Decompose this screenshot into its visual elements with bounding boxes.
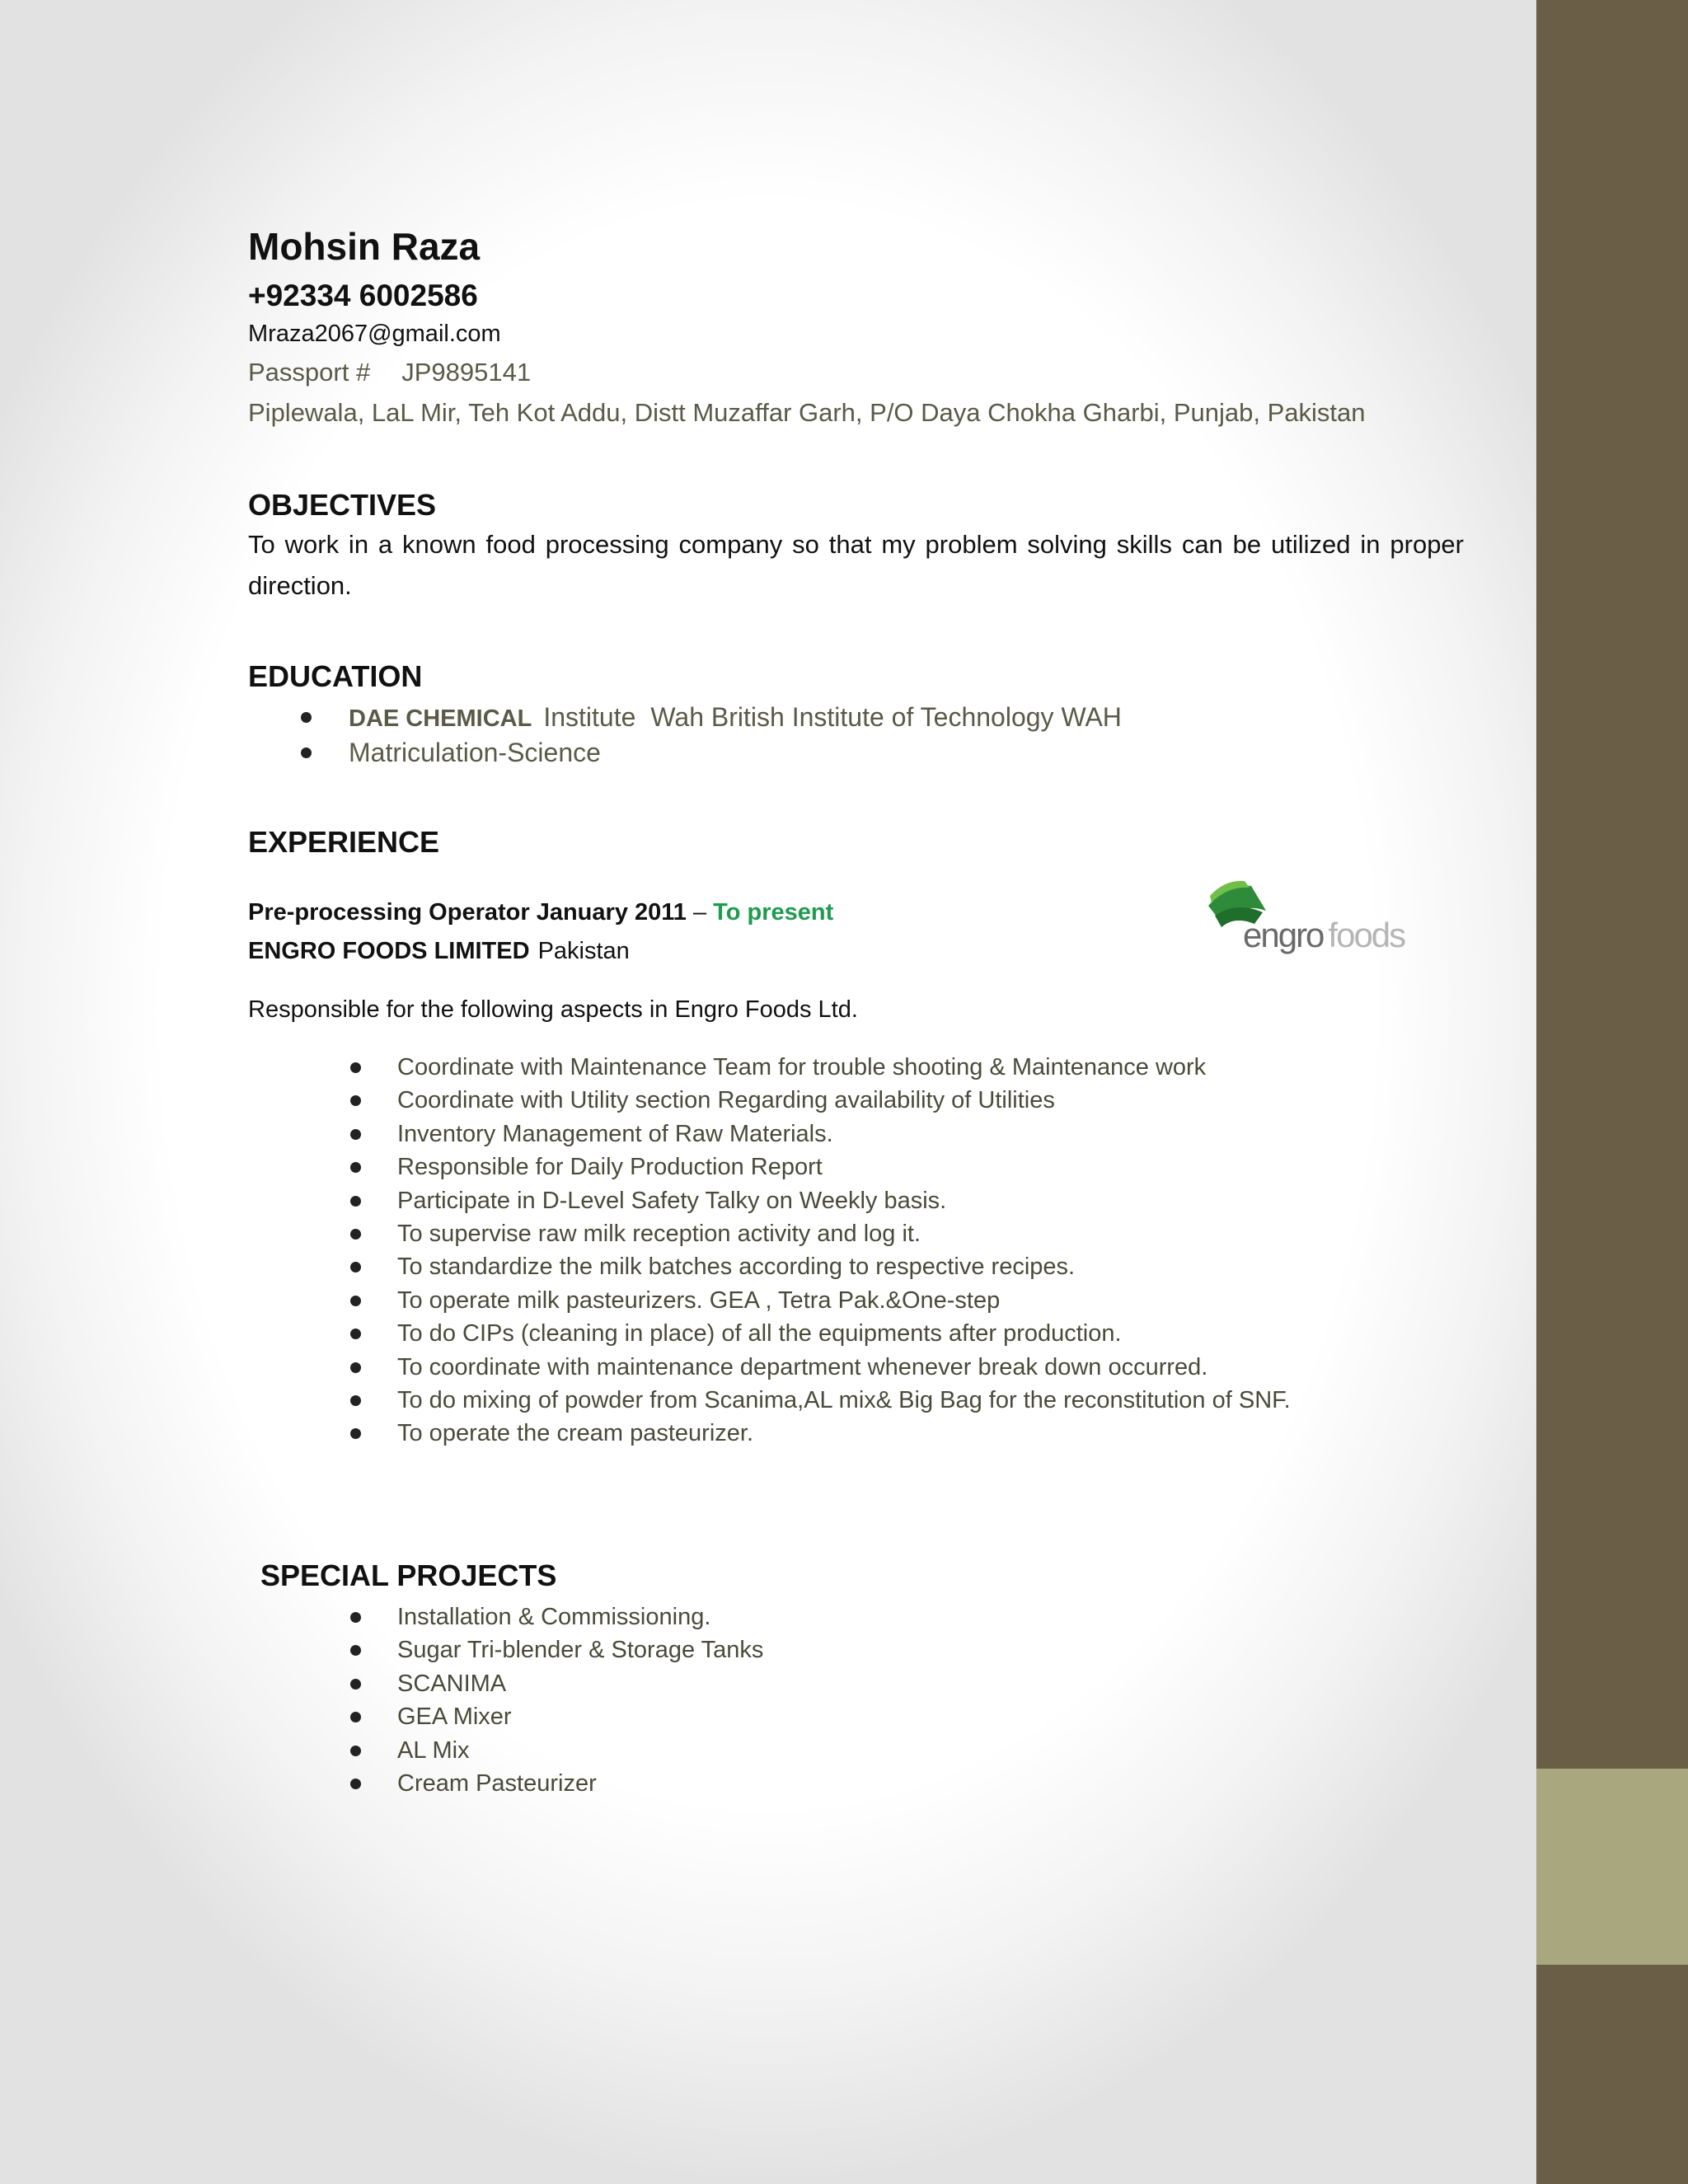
duty-item-text: Responsible for Daily Production Report (397, 1154, 823, 1181)
bullet-icon (350, 1779, 361, 1789)
bullet-icon (350, 1362, 361, 1373)
project-item-text: Cream Pasteurizer (397, 1769, 597, 1797)
engro-foods-logo (1203, 878, 1405, 968)
duty-item (350, 1250, 1291, 1283)
qualification: Matriculation-Science (349, 738, 601, 767)
duty-item (350, 1051, 1291, 1084)
project-item (350, 1601, 763, 1633)
duty-item-text: To operate milk pasteurizers. GEA , Tetra Pak.&One-step (397, 1286, 1001, 1314)
duty-item-text: Inventory Management of Raw Materials. (397, 1120, 833, 1147)
education-list (301, 700, 1122, 771)
institute-name: Wah British Institute of Technology WAH (650, 702, 1122, 732)
bullet-icon (350, 1296, 361, 1306)
project-item-text: Sugar Tri-blender & Storage Tanks (397, 1637, 764, 1664)
institute-label: Institute (543, 702, 636, 732)
project-item (350, 1767, 763, 1800)
education-heading: EDUCATION (248, 659, 423, 693)
duty-item-text: To supervise raw milk reception activity and log it. (397, 1220, 921, 1247)
projects-list (350, 1601, 763, 1800)
duty-item (350, 1151, 1291, 1183)
bullet-icon (350, 1612, 361, 1623)
project-item-text: AL Mix (397, 1736, 470, 1764)
duties-list (350, 1051, 1291, 1451)
duty-item-text: To standardize the milk batches according to respective recipes. (397, 1254, 1076, 1281)
bullet-icon (350, 1062, 361, 1073)
duty-item-text: To operate the cream pasteurizer. (397, 1420, 754, 1447)
objective-text: To work in a known food processing company so that my problem solving skills can be utilized in proper direction. (248, 530, 1464, 600)
duty-item (350, 1217, 1291, 1250)
company-line (248, 938, 630, 965)
bullet-icon (350, 1679, 361, 1690)
bullet-icon (301, 712, 312, 723)
sidebar-accent-block (1536, 1769, 1688, 1965)
duty-item (350, 1351, 1291, 1384)
duty-item (350, 1118, 1291, 1151)
company-country: Pakistan (537, 938, 630, 964)
duty-item-text: To coordinate with maintenance department whenever break down occurred. (397, 1353, 1208, 1380)
project-item (350, 1633, 763, 1666)
duty-item-text: To do mixing of powder from Scanima,AL mix& Big Bag for the reconstitution of SNF. (397, 1386, 1291, 1413)
bullet-icon (350, 1129, 361, 1140)
duty-item-text: Coordinate with Maintenance Team for trouble shooting & Maintenance work (397, 1054, 1207, 1080)
bullet-icon (350, 1095, 361, 1106)
special-projects-heading: SPECIAL PROJECTS (260, 1558, 557, 1592)
project-item-text: Installation & Commissioning. (397, 1604, 711, 1630)
logo-word-engro: engro (1243, 916, 1324, 954)
education-item (301, 735, 1122, 771)
logo-wordmark (1243, 916, 1404, 955)
passport-line (248, 358, 531, 387)
bullet-icon (350, 1196, 361, 1207)
present-label: To present (713, 899, 834, 926)
job-title: Pre-processing Operator January 2011 (248, 899, 687, 926)
duty-item (350, 1384, 1291, 1417)
bullet-icon (301, 748, 312, 758)
duty-item-text: To do CIPs (cleaning in place) of all the equipments after production. (397, 1320, 1122, 1347)
responsibilities-intro: Responsible for the following aspects in Engro Foods Ltd. (248, 996, 858, 1023)
project-item (350, 1734, 763, 1767)
duty-item-text: Coordinate with Utility section Regarding availability of Utilities (397, 1087, 1055, 1114)
passport-label: Passport # (248, 358, 371, 387)
phone-number: +92334 6002586 (248, 279, 478, 312)
job-title-line (248, 899, 833, 926)
project-item-text: GEA Mixer (397, 1704, 512, 1731)
bullet-icon (350, 1262, 361, 1272)
project-item (350, 1667, 763, 1700)
passport-number: JP9895141 (401, 358, 532, 387)
duty-item-text: Participate in D-Level Safety Talky on Weekly basis. (397, 1187, 947, 1214)
duty-item (350, 1184, 1291, 1217)
candidate-name: Mohsin Raza (248, 225, 481, 268)
date-dash: – (686, 899, 714, 926)
address: Piplewala, LaL Mir, Teh Kot Addu, Distt Muzaffar Garh, P/O Daya Chokha Gharbi, Punjab, Pakistan (248, 398, 1366, 427)
email-address: Mraza2067@gmail.com (248, 321, 501, 347)
qualification: DAE CHEMICAL (349, 705, 532, 732)
bullet-icon (350, 1395, 361, 1406)
bullet-icon (350, 1645, 361, 1656)
bullet-icon (350, 1428, 361, 1439)
experience-heading: EXPERIENCE (248, 825, 440, 859)
logo-word-foods: foods (1328, 916, 1405, 954)
bullet-icon (350, 1229, 361, 1240)
duty-item (350, 1317, 1291, 1350)
project-item (350, 1700, 763, 1733)
objectives-heading: OBJECTIVES (248, 488, 437, 522)
project-item-text: SCANIMA (397, 1670, 507, 1697)
education-item (301, 700, 1122, 735)
bullet-icon (350, 1329, 361, 1339)
duty-item (350, 1084, 1291, 1117)
duty-item (350, 1284, 1291, 1317)
bullet-icon (350, 1712, 361, 1722)
company-name: ENGRO FOODS LIMITED (248, 938, 530, 964)
bullet-icon (350, 1746, 361, 1756)
duty-item (350, 1417, 1291, 1450)
bullet-icon (350, 1162, 361, 1173)
